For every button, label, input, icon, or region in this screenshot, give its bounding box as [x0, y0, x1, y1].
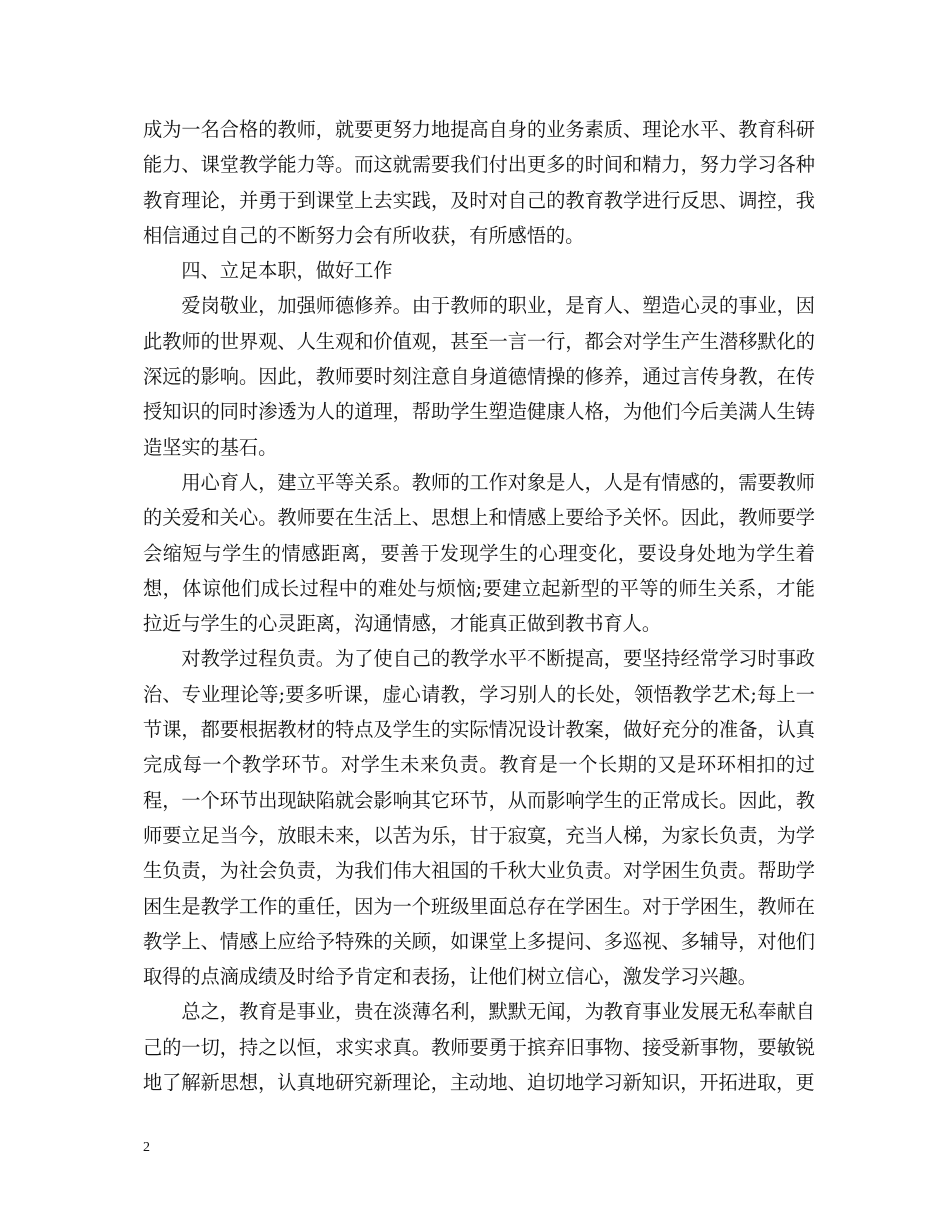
section-heading: 四、立足本职，做好工作 [181, 259, 393, 283]
paragraph-4: 对教学过程负责。为了使自己的教学水平不断提高，要坚持经常学习时事政治、专业理论等;要多听课，虚心请教，学习别人的长处，领悟教学艺术;每上一节课，都要根据教材的特点及学生的实际情况设计教案，做好充分的准备，认真完成每一个教学环节。对学生未来负责。教育是一个长期的又是环环相扣的过程，一个环节出现缺陷就会影响其它环节，从而影响学生的正常成长。因此，教师要立足当今，放眼未来，以苦为乐，甘于寂寞，充当人梯，为家长负责，为学生负责，为社会负责，为我们伟大祖国的千秋大业负责。对学困生负责。帮助学困生是教学工作的重任，因为一个班级里面总存在学困生。对于学困生，教师在教学上、情感上应给予特殊的关顾，如课堂上多提问、多巡视、多辅导，对他们取得的点滴成绩及时给予肯定和表扬，让他们树立信心，激发学习兴趣。 [143, 647, 815, 989]
paragraph-2: 爱岗敬业，加强师德修养。由于教师的职业，是育人、塑造心灵的事业，因此教师的世界观、人生观和价值观，甚至一言一行，都会对学生产生潜移默化的深远的影响。因此，教师要时刻注意自身道德情操的修养，通过言传身教，在传授知识的同时渗透为人的道理，帮助学生塑造健康人格，为他们今后美满人生铸造坚实的基石。 [143, 294, 815, 459]
page-number: 2 [143, 1140, 150, 1155]
paragraph-3: 用心育人，建立平等关系。教师的工作对象是人，人是有情感的，需要教师的关爱和关心。教师要在生活上、思想上和情感上要给予关怀。因此，教师要学会缩短与学生的情感距离，要善于发现学生的心理变化，要设身处地为学生着想，体谅他们成长过程中的难处与烦恼;要建立起新型的平等的师生关系，才能拉近与学生的心灵距离，沟通情感，才能真正做到教书育人。 [143, 470, 815, 636]
paragraph-5: 总之，教育是事业，贵在淡薄名利，默默无闻，为教育事业发展无私奉献自己的一切，持之以恒，求实求真。教师要勇于摈弃旧事物、接受新事物，要敏锐地了解新思想，认真地研究新理论，主动地、迫切地学习新知识，开拓进取，更 [143, 1000, 815, 1095]
paragraph-1: 成为一名合格的教师，就要更努力地提高自身的业务素质、理论水平、教育科研能力、课堂教学能力等。而这就需要我们付出更多的时间和精力，努力学习各种教育理论，并勇于到课堂上去实践，及时对自己的教育教学进行反思、调控，我相信通过自己的不断努力会有所收获，有所感悟的。 [143, 118, 815, 247]
document-body [143, 112, 815, 1100]
